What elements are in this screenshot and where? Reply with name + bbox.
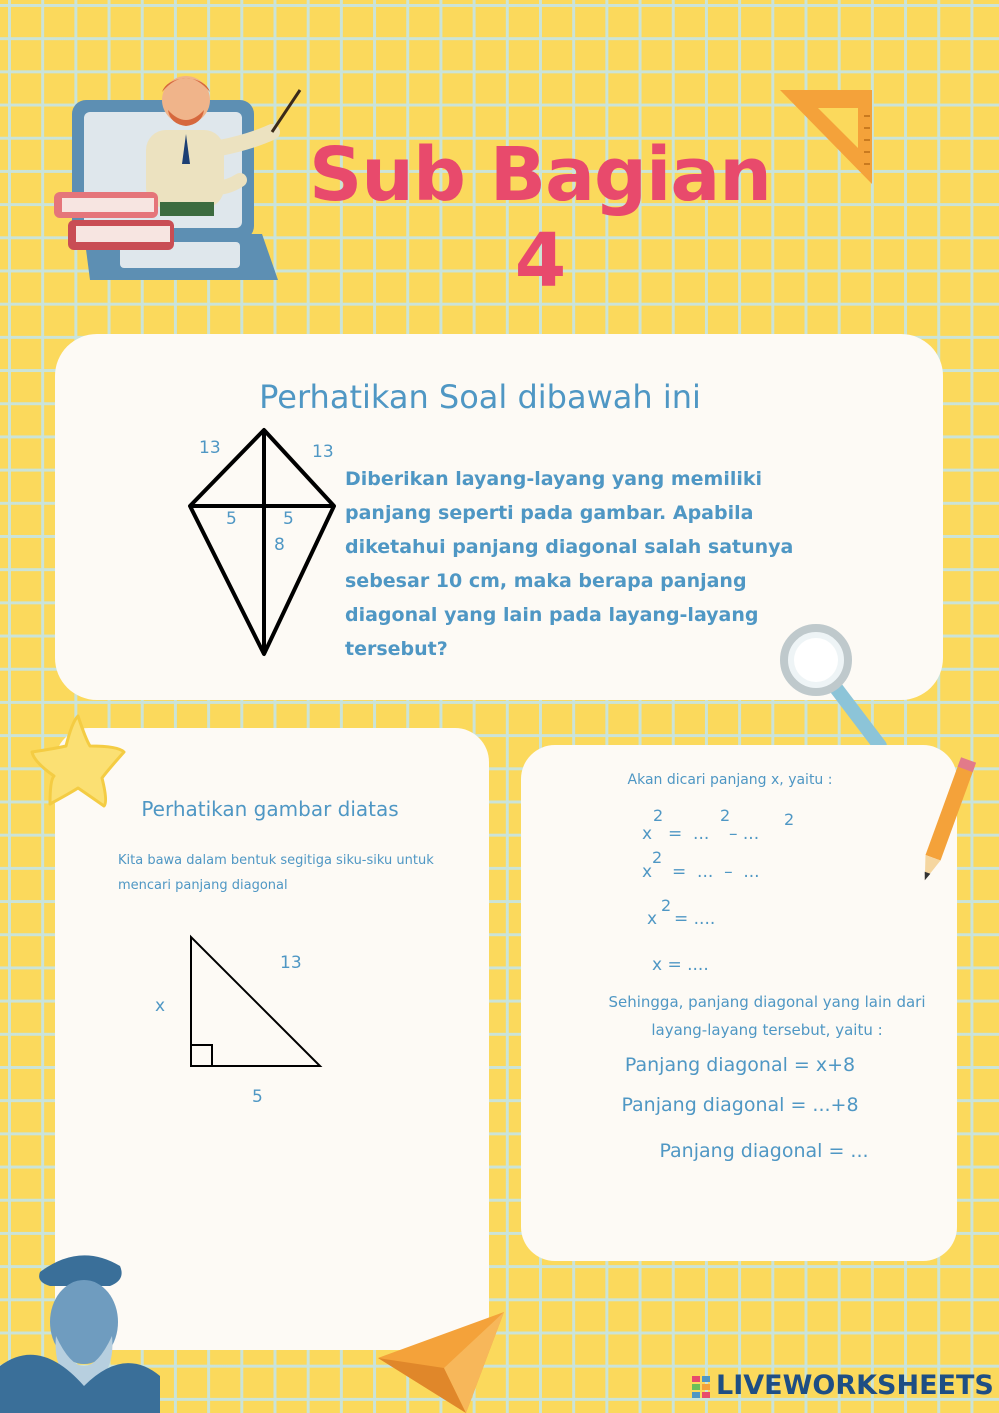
question-text: Diberikan layang-layang yang memiliki panjang seperti pada gambar. Apabila diketahui panjang diagonal salah satunya sebesar 10 cm, maka berapa panjang diagonal yang lain pada layang-layang tersebut? <box>345 468 794 660</box>
answer-line-2: Panjang diagonal = ...+8 <box>621 1094 859 1116</box>
kite-label-left-half: 5 <box>226 509 237 529</box>
teacher-laptop-illustration <box>50 62 310 287</box>
figure-heading: Perhatikan gambar diatas <box>141 797 399 821</box>
scholar-portrait-illustration <box>0 1246 160 1413</box>
eq3-lhs: x <box>647 909 658 929</box>
answer-line-1: Panjang diagonal = x+8 <box>624 1054 856 1076</box>
kite-label-right-half: 5 <box>283 509 294 529</box>
right-triangle-figure <box>186 932 326 1072</box>
eq1-sup2: 2 <box>720 806 731 825</box>
kite-label-top-left: 13 <box>199 438 221 458</box>
set-square-icon <box>778 86 874 186</box>
footer-brand: LIVEWORKSHEETS <box>716 1370 994 1401</box>
eq1-sup1: 2 <box>653 806 664 825</box>
kite-label-top-right: 13 <box>312 442 334 462</box>
eq1-minus: – ... <box>729 824 760 844</box>
eq1-mid: = ... <box>668 824 715 844</box>
eq2-lhs: x <box>642 862 653 882</box>
triangle-label-base: 5 <box>252 1087 263 1107</box>
eq1-sup3: 2 <box>784 810 795 829</box>
conclusion-text: Sehingga, panjang diagonal yang lain dari layang-layang tersebut, yaitu : <box>608 993 926 1039</box>
pencil-icon <box>916 752 976 892</box>
eq4: x = .... <box>652 955 709 975</box>
figure-text: Kita bawa dalam bentuk segitiga siku-siku untuk mencari panjang diagonal <box>118 853 434 893</box>
liveworksheets-logo-icon <box>692 1376 710 1398</box>
kite-label-lower-vertical: 8 <box>274 535 285 555</box>
page-title: Sub Bagian 4 <box>308 132 771 304</box>
question-heading: Perhatikan Soal dibawah ini <box>259 378 701 416</box>
eq2-sup: 2 <box>652 848 663 867</box>
triangle-label-vertical: x <box>155 996 166 1016</box>
eq2-rest: = ... – ... <box>672 862 760 882</box>
eq3-sup: 2 <box>661 896 672 915</box>
star-icon <box>28 712 128 808</box>
answer-intro: Akan dicari panjang x, yaitu : <box>627 772 833 788</box>
eq1-lhs: x <box>642 824 653 844</box>
magnifier-icon <box>778 624 890 754</box>
triangle-label-hypotenuse: 13 <box>280 953 302 973</box>
paper-plane-icon <box>372 1306 544 1413</box>
eq3-rest: = .... <box>674 909 716 929</box>
answer-line-3: Panjang diagonal = ... <box>659 1140 869 1162</box>
